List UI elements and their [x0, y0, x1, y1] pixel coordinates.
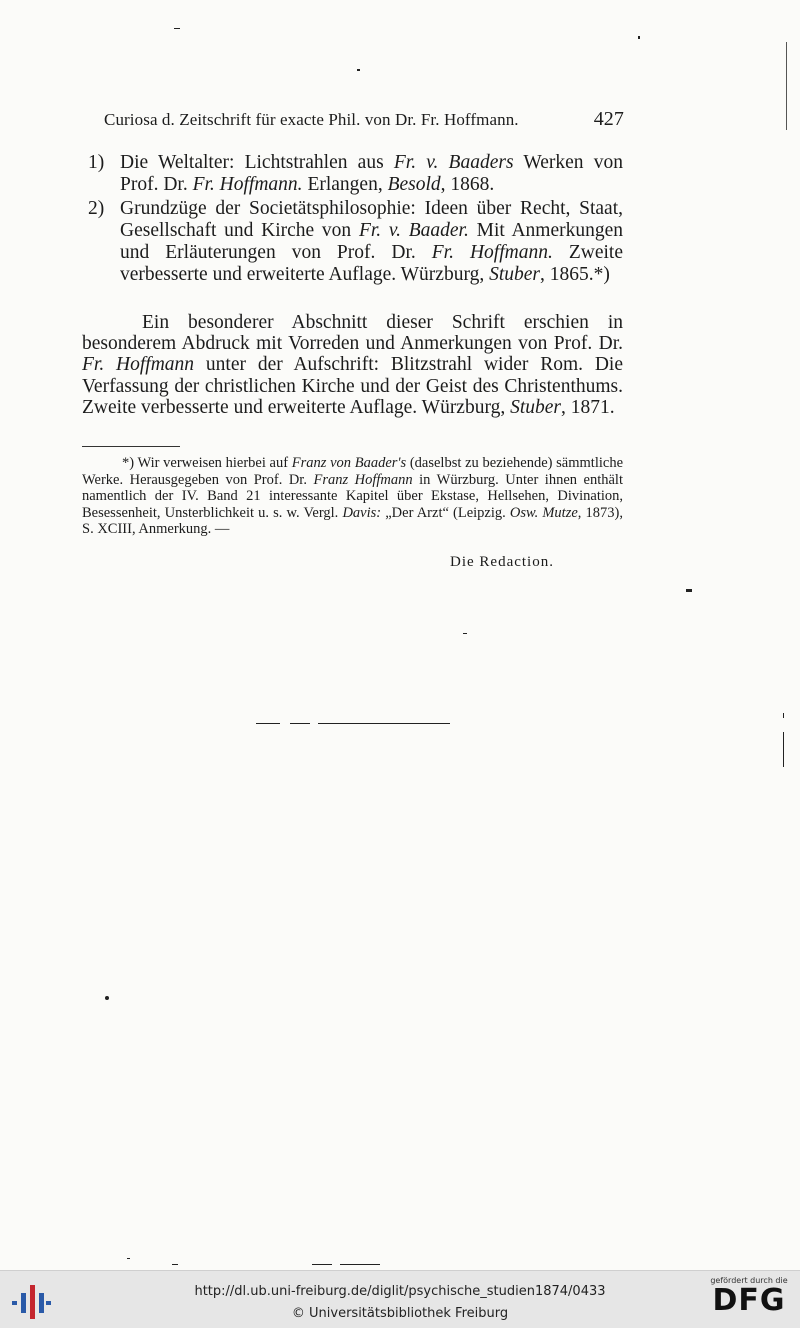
reference-number: 1)	[88, 152, 105, 173]
viewer-footer	[0, 1270, 800, 1328]
dfg-funding-logo	[706, 1276, 792, 1317]
scan-speck	[172, 1264, 178, 1265]
reference-item-2	[88, 198, 623, 286]
copyright-notice: © Universitätsbibliothek Freiburg	[291, 1306, 509, 1321]
scan-speck	[638, 36, 640, 39]
scan-speck	[340, 1264, 380, 1265]
editorial-signature: Die Redaction.	[450, 554, 554, 570]
scan-dash	[290, 723, 310, 724]
scan-edge-line	[783, 732, 784, 767]
scan-speck	[357, 69, 360, 71]
running-head	[104, 110, 624, 130]
scan-speck	[783, 713, 784, 718]
scan-speck	[312, 1264, 332, 1265]
scan-speck	[105, 996, 109, 1000]
reference-text: Die Weltalter: Lichtstrahlen aus Fr. v. Baaders Werken von Prof. Dr. Fr. Hoffmann. Erlangen, Besold, 1868.	[120, 152, 623, 195]
scan-speck	[127, 1258, 130, 1259]
scan-edge-line	[786, 42, 787, 130]
footnote-rule	[82, 446, 180, 447]
running-head-title: Curiosa d. Zeitschrift für exacte Phil. von Dr. Fr. Hoffmann.	[104, 110, 519, 129]
scan-speck	[174, 28, 180, 29]
footnote: *) Wir verweisen hierbei auf Franz von Baader's (daselbst zu beziehende) sämmtliche Werke. Herausgegeben von Prof. Dr. Franz Hoffmann in Würzburg. Unter ihnen enthält namentlich der IV. Band 21 interessante Kapitel über Ekstase, Hellsehen, Divination, Besessenheit, Unsterblichkeit u. s. w. Vergl. Davis: „Der Arzt“ (Leipzig. Osw. Mutze, 1873), S. XCIII, Anmerkung. —	[82, 455, 624, 537]
funding-caption: gefördert durch die	[710, 1276, 788, 1285]
scan-dash	[256, 723, 280, 724]
reference-item-1	[88, 152, 623, 196]
body-paragraph: Ein besonderer Abschnitt dieser Schrift erschien in besonderem Abdruck mit Vorreden und Anmerkungen von Prof. Dr. Fr. Hoffmann unter der Aufschrift: Blitzstrahl wider Rom. Die Verfassung der christlichen Kirche und der Geist des Christenthums. Zweite verbesserte und erweiterte Auflage. Würzburg, Stuber, 1871.	[82, 312, 623, 418]
page-number: 427	[593, 108, 624, 130]
scan-speck	[686, 589, 692, 592]
reference-number: 2)	[88, 198, 105, 219]
dfg-logo-text: DFG	[712, 1283, 786, 1318]
scan-dash	[318, 723, 450, 724]
reference-text: Grundzüge der Societätsphilosophie: Ideen über Recht, Staat, Gesellschaft und Kirche von Fr. v. Baader. Mit Anmerkungen und Erläuterungen von Prof. Dr. Fr. Hoffmann. Zweite verbesserte und erweiterte Auflage. Würzburg, Stuber, 1865.*)	[120, 198, 624, 285]
scan-speck	[463, 633, 467, 634]
document-url-link[interactable]: http://dl.ub.uni-freiburg.de/diglit/psychische_studien1874/0433	[194, 1284, 606, 1299]
